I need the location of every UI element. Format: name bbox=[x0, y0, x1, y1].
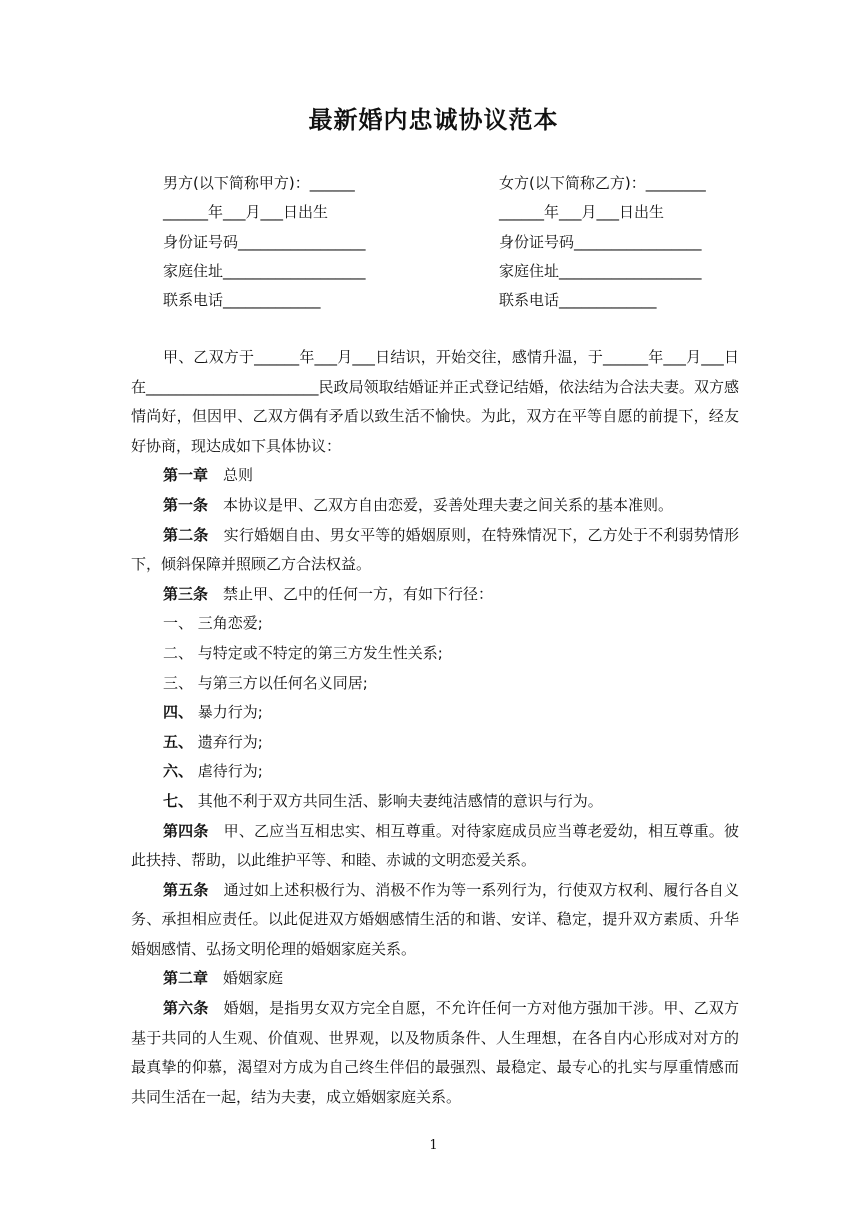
wife-address-field: 家庭住址___________________ bbox=[499, 261, 702, 280]
article-label: 第一条 bbox=[163, 495, 209, 514]
document-title: 最新婚内忠诚协议范本 bbox=[308, 106, 559, 134]
list-item-text: 虐待行为; bbox=[197, 762, 263, 781]
list-item bbox=[131, 609, 739, 639]
article-4 bbox=[131, 817, 739, 876]
list-item-number: 六、 bbox=[163, 762, 194, 781]
chapter-1-heading bbox=[131, 461, 739, 491]
list-item-text: 暴力行为; bbox=[197, 703, 263, 722]
chapter-title: 婚姻家庭 bbox=[223, 969, 284, 988]
husband-id-field: 身份证号码_________________ bbox=[163, 232, 366, 251]
article-label: 第六条 bbox=[163, 999, 209, 1018]
husband-info bbox=[163, 170, 366, 316]
list-item-number: 五、 bbox=[163, 732, 194, 751]
wife-info bbox=[499, 170, 706, 316]
article-text: 本协议是甲、乙双方自由恋爱，妥善处理夫妻之间关系的基本准则。 bbox=[223, 495, 674, 514]
husband-address-field: 家庭住址___________________ bbox=[163, 261, 366, 280]
article-text: 实行婚姻自由、男女平等的婚姻原则，在特殊情况下，乙方处于不利弱势情形下，倾斜保障并照顾乙方合法权益。 bbox=[131, 525, 739, 574]
wife-name-field: 女方(以下简称乙方)：________ bbox=[499, 174, 706, 192]
list-item-number: 二、 bbox=[163, 643, 194, 662]
wife-birthdate-field: ______年___月___日出生 bbox=[499, 203, 665, 222]
article-6 bbox=[131, 994, 739, 1112]
list-item bbox=[131, 639, 739, 669]
list-item bbox=[131, 728, 739, 758]
list-item-number: 一、 bbox=[163, 614, 194, 633]
page-number: 1 bbox=[429, 1138, 438, 1153]
chapter-title: 总则 bbox=[223, 466, 254, 485]
article-label: 第四条 bbox=[163, 821, 209, 840]
agreement-body bbox=[131, 343, 739, 1112]
article-label: 第二条 bbox=[163, 525, 209, 544]
article-3 bbox=[131, 580, 739, 610]
chapter-label: 第二章 bbox=[163, 969, 209, 988]
husband-birthdate-field: ______年___月___日出生 bbox=[163, 203, 329, 222]
article-2 bbox=[131, 521, 739, 580]
list-item-text: 与特定或不特定的第三方发生性关系; bbox=[197, 643, 443, 662]
list-item-text: 遗弃行为; bbox=[197, 732, 263, 751]
list-item-number: 四、 bbox=[163, 703, 194, 722]
list-item-number: 七、 bbox=[163, 791, 194, 810]
intro-paragraph: 甲、乙双方于______年___月___日结识，开始交往，感情升温，于______年___月___日在_______________________民政局领取结婚证并正式登记结婚，依法结为合法夫妻。双方感情尚好，但因甲、乙双方偶有矛盾以致生活不愉快。为此，双方在平等自愿的前提下，经友好协商，现达成如下具体协议： bbox=[131, 348, 739, 455]
list-item-number: 三、 bbox=[163, 673, 194, 692]
article-text: 通过如上述积极行为、消极不作为等一系列行为，行使双方权利、履行各自义务、承担相应责任。以此促进双方婚姻感情生活的和谐、安详、稳定，提升双方素质、升华婚姻感情、弘扬文明伦理的婚姻家庭关系。 bbox=[131, 880, 739, 958]
husband-name-field: 男方(以下简称甲方)：______ bbox=[163, 174, 355, 192]
article-text: 甲、乙应当互相忠实、相互尊重。对待家庭成员应当尊老爱幼，相互尊重。彼此扶持、帮助，以此维护平等、和睦、赤诚的文明恋爱关系。 bbox=[131, 821, 739, 870]
article-text: 禁止甲、乙中的任何一方，有如下行径： bbox=[223, 584, 494, 603]
husband-phone-field: 联系电话_____________ bbox=[163, 291, 321, 310]
chapter-label: 第一章 bbox=[163, 466, 209, 485]
wife-phone-field: 联系电话_____________ bbox=[499, 291, 657, 310]
wife-id-field: 身份证号码_________________ bbox=[499, 232, 702, 251]
list-item bbox=[131, 787, 739, 817]
list-item bbox=[131, 669, 739, 699]
article-5 bbox=[131, 876, 739, 965]
chapter-2-heading bbox=[131, 964, 739, 994]
article-label: 第五条 bbox=[163, 880, 209, 899]
list-item bbox=[131, 757, 739, 787]
list-item-text: 三角恋爱; bbox=[197, 614, 263, 633]
list-item-text: 与第三方以任何名义同居; bbox=[197, 673, 368, 692]
list-item bbox=[131, 698, 739, 728]
article-label: 第三条 bbox=[163, 584, 209, 603]
article-text: 婚姻，是指男女双方完全自愿，不允许任何一方对他方强加干涉。甲、乙双方基于共同的人生观、价值观、世界观，以及物质条件、人生理想，在各自内心形成对对方的最真挚的仰慕，渴望对方成为自己终生伴侣的最强烈、最稳定、最专心的扎实与厚重情感而共同生活在一起，结为夫妻，成立婚姻家庭关系。 bbox=[131, 999, 739, 1106]
list-item-text: 其他不利于双方共同生活、影响夫妻纯洁感情的意识与行为。 bbox=[197, 791, 603, 810]
article-1 bbox=[131, 491, 739, 521]
